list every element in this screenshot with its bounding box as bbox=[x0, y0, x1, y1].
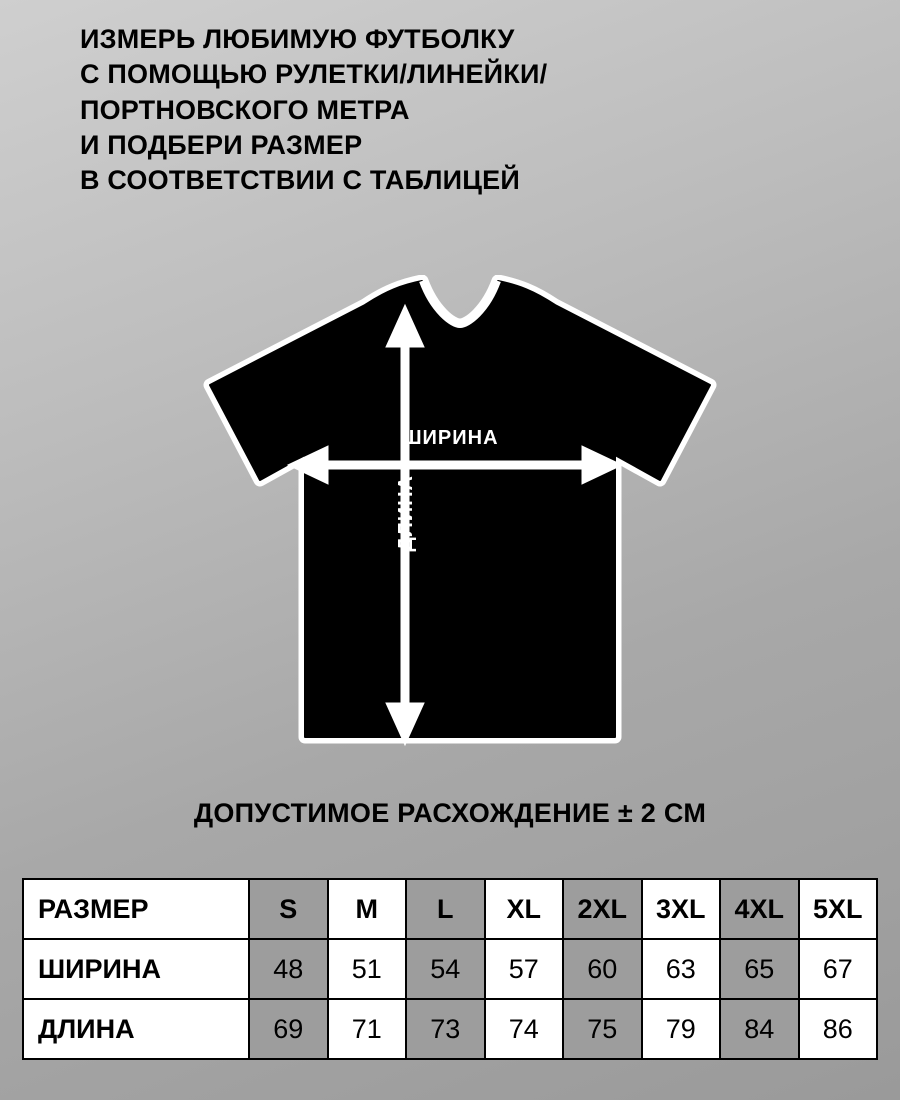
length-label: ДЛИНА bbox=[395, 475, 417, 552]
width-cell-2: 54 bbox=[406, 939, 485, 999]
length-cell-3: 74 bbox=[485, 999, 564, 1059]
length-cell-7: 86 bbox=[799, 999, 878, 1059]
width-cell-7: 67 bbox=[799, 939, 878, 999]
row-header-width: ШИРИНА bbox=[23, 939, 249, 999]
heading-line-1: ИЗМЕРЬ ЛЮБИМУЮ ФУТБОЛКУ bbox=[80, 24, 515, 54]
tolerance-note: ДОПУСТИМОЕ РАСХОЖДЕНИЕ ± 2 СМ bbox=[193, 798, 707, 828]
width-cell-6: 65 bbox=[720, 939, 799, 999]
size-table bbox=[22, 878, 878, 1060]
row-header-size: РАЗМЕР bbox=[23, 879, 249, 939]
heading-line-2: С ПОМОЩЬЮ РУЛЕТКИ/ЛИНЕЙКИ/ bbox=[80, 59, 548, 90]
size-table-wrapper bbox=[22, 878, 878, 1060]
heading-line-4: И ПОДБЕРИ РАЗМЕР bbox=[80, 130, 363, 161]
length-cell-2: 73 bbox=[406, 999, 485, 1059]
row-header-length: ДЛИНА bbox=[23, 999, 249, 1059]
length-cell-1: 71 bbox=[328, 999, 407, 1059]
length-cell-0: 69 bbox=[249, 999, 328, 1059]
table-row-length bbox=[23, 999, 877, 1059]
size-header-4: 2XL bbox=[563, 879, 642, 939]
size-header-7: 5XL bbox=[799, 879, 878, 939]
size-header-6: 4XL bbox=[720, 879, 799, 939]
heading-line-5: В СООТВЕТСТВИИ С ТАБЛИЦЕЙ bbox=[80, 165, 520, 196]
width-cell-1: 51 bbox=[328, 939, 407, 999]
width-cell-5: 63 bbox=[642, 939, 721, 999]
table-row-width bbox=[23, 939, 877, 999]
width-label: ШИРИНА bbox=[401, 427, 499, 449]
size-header-1: M bbox=[328, 879, 407, 939]
heading-line-3: ПОРТНОВСКОГО МЕТРА bbox=[80, 94, 410, 125]
tshirt-icon bbox=[190, 275, 730, 755]
instruction-heading bbox=[80, 22, 840, 199]
size-header-2: L bbox=[406, 879, 485, 939]
length-cell-4: 75 bbox=[563, 999, 642, 1059]
size-header-0: S bbox=[249, 879, 328, 939]
width-cell-4: 60 bbox=[563, 939, 642, 999]
tshirt-diagram bbox=[0, 275, 900, 775]
length-cell-6: 84 bbox=[720, 999, 799, 1059]
table-row-sizes bbox=[23, 879, 877, 939]
size-header-3: XL bbox=[485, 879, 564, 939]
length-cell-5: 79 bbox=[642, 999, 721, 1059]
width-cell-0: 48 bbox=[249, 939, 328, 999]
size-header-5: 3XL bbox=[642, 879, 721, 939]
width-cell-3: 57 bbox=[485, 939, 564, 999]
